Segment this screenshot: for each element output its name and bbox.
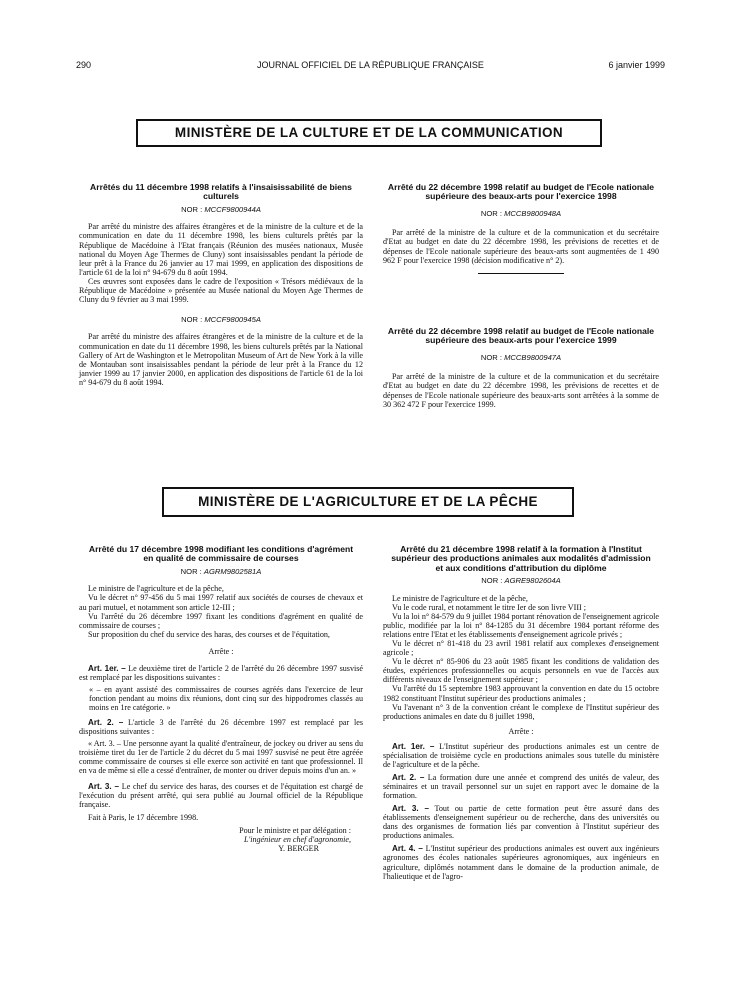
paragraph: Le ministre de l'agriculture et de la pêche, [88, 584, 224, 594]
signature-name: Y. BERGER [278, 843, 319, 853]
separator-rule [478, 273, 564, 274]
nor-reference: NOR : AGRM9802581A [180, 566, 262, 576]
paragraph: Le ministre de l'agriculture et de la pêche, [392, 593, 528, 603]
article: Art. 1er. – Le deuxième tiret de l'article 2 de l'arrêté du 26 décembre 1997 susvisé est remplacé par les dispositions suivantes : [79, 663, 363, 682]
paragraph: Par arrêté de la ministre de la culture et de la communication et du secrétaire d'Etat au budget en date du 22 décembre 1998, les prévisions de recettes et de dépenses de l'Ecole nationale supérieure des beaux-arts sont augmentées de 1 490 962 F pour l'exercice 1998 (décision modificative n° 2). [383, 228, 659, 265]
nor-reference: NOR : MCCF9800944A [181, 204, 261, 214]
article: Art. 2. – L'article 3 de l'arrêté du 26 décembre 1997 est remplacé par les dispositions suivantes : [79, 718, 363, 737]
ministry-heading-culture: MINISTÈRE DE LA CULTURE ET DE LA COMMUNICATION [136, 119, 602, 147]
nor-reference: NOR : MCCB9800948A [480, 208, 562, 218]
nor-reference: NOR : AGRE9802604A [481, 576, 561, 586]
article: Art. 3. – Tout ou partie de cette formation peut être assuré dans des établissements d'enseignement supérieur ou de recherche, dans des universités ou dans des organismes de formation liés par convention à l'Institut supérieur des productions animales. [383, 804, 659, 841]
done-at: Fait à Paris, le 17 décembre 1998. [88, 812, 199, 822]
decree-title: Arrêté du 22 décembre 1998 relatif au budget de l'Ecole nationale supérieure des beaux-arts pour l'exercice 1998 [387, 182, 655, 202]
decree-title: Arrêté du 21 décembre 1998 relatif à la formation à l'Institut supérieur des productions animales aux modalités d'admission et aux conditions d'attribution du diplôme [391, 544, 651, 573]
article: Art. 2. – La formation dure une année et comprend des unités de valeur, des séminaires et un travail personnel sur un sujet en rapport avec le domaine de la formation. [383, 772, 660, 801]
paragraph: Par arrêté de la ministre de la culture et de la communication et du secrétaire d'Etat au budget en date du 22 décembre 1998, les prévisions de recettes et de dépenses de l'Ecole nationale supérieure des beaux-arts sont arrêtées à la somme de 30 362 472 F pour l'exercice 1999. [383, 372, 659, 409]
ministry-heading-agriculture: MINISTÈRE DE L'AGRICULTURE ET DE LA PÊCHE [162, 487, 574, 517]
article: Art. 1er. – L'Institut supérieur des productions animales est un centre de spécialisation de troisième cycle en productions animales sous tutelle du ministère de l'agriculture et de la pêche. [383, 741, 659, 769]
decree-title: Arrêté du 22 décembre 1998 relatif au budget de l'Ecole nationale supérieure des beaux-arts pour l'exercice 1999 [387, 326, 655, 346]
signature-line: Pour le ministre et par délégation : [239, 825, 351, 835]
paragraph: Vu le décret n° 97-456 du 5 mai 1997 relatif aux sociétés de courses de chevaux et au pari mutuel, et notamment son article 12-III ; [79, 593, 363, 612]
paragraph: Sur proposition du chef du service des haras, des courses et de l'équitation, [88, 629, 330, 639]
nor-reference: NOR : MCCF9800945A [181, 314, 261, 324]
signature-title: L'ingénieur en chef d'agronomie, [243, 834, 351, 844]
page-number: 290 [76, 60, 92, 70]
paragraph: Par arrêté du ministre des affaires étrangères et de la ministre de la culture et de la communication en date du 11 décembre 1998, les biens culturels prêtés par la National Gallery of Art de Washington et le Metropolitan Museum of Art de New York à la ville de Montauban sont insaisissables pendant la période de leur prêt à la France du 12 janvier 1999 au 17 janvier 2000, en application des dispositions de l'article 61 de la loi n° 94-679 du 8 août 1994. [79, 332, 363, 387]
article-quote: « Art. 3. – Une personne ayant la qualité d'entraîneur, de jockey ou driver au sens du troisième tiret du 1er de l'article 2 du décret du 5 mai 1997 susvisé ne peut être agréée comme commissaire de courses si elle exerce son activité en tant que professionnel. Il en va de même si elle a cessé d'entraîner, de monter ou driver depuis moins d'un an. » [79, 739, 363, 776]
decree-race-commissioners [79, 545, 363, 853]
decree-title: Arrêtés du 11 décembre 1998 relatifs à l'insaisissabilité de biens culturels [90, 182, 352, 202]
decree-cultural-goods [79, 183, 363, 387]
paragraph: Vu l'arrêté du 26 décembre 1997 fixant les conditions d'agrément en qualité de commissaire de courses ; [79, 611, 363, 630]
arrete-heading: Arrête : [508, 726, 534, 736]
issue-date: 6 janvier 1999 [608, 60, 665, 70]
nor-reference: NOR : MCCB9800947A [480, 352, 562, 362]
paragraph: Vu le code rural, et notamment le titre Ier de son livre VIII ; [392, 602, 586, 612]
journal-title: JOURNAL OFFICIEL DE LA RÉPUBLIQUE FRANÇAISE [257, 60, 484, 70]
paragraph: Vu la loi n° 84-579 du 9 juillet 1984 portant rénovation de l'enseignement agricole public, modifiée par la loi n° 84-1285 du 31 décembre 1984 portant réforme des relations entre l'Etat et les établissements d'enseignement agricole privés ; [383, 611, 659, 640]
paragraph: Vu l'avenant n° 3 de la convention créant le complexe de l'Institut supérieur des productions animales en date du 8 juillet 1998, [383, 702, 659, 721]
decree-budget-1999 [383, 327, 659, 409]
decree-budget-1998 [383, 183, 659, 284]
paragraph: Vu le décret n° 81-418 du 23 avril 1981 relatif aux complexes d'enseignement agricole ; [383, 639, 659, 658]
article: Art. 4. – L'Institut supérieur des productions animales est ouvert aux ingénieurs agronomes des écoles nationales supérieures agronomiques, aux ingénieurs en agriculture, diplômés notamment dans le domaine de la production animale, de l'halieutique et de l'agro- [383, 844, 659, 881]
article: Art. 3. – Le chef du service des haras, des courses et de l'équitation est chargé de l'exécution du présent arrêté, qui sera publié au Journal officiel de la République française. [79, 781, 363, 809]
decree-title: Arrêté du 17 décembre 1998 modifiant les conditions d'agrément en qualité de commissaire de courses [88, 544, 354, 564]
decree-animal-production-institute [383, 545, 659, 881]
arrete-heading: Arrête : [208, 646, 234, 656]
paragraph: Vu le décret n° 85-906 du 23 août 1985 fixant les conditions de validation des études, expériences professionnelles ou acquis personnels en vue de l'accès aux différents niveaux de l'enseignement supérieur ; [383, 657, 659, 685]
paragraph: Par arrêté du ministre des affaires étrangères et de la ministre de la culture et de la communication en date du 11 décembre 1998, les biens culturels prêtés par la République de Macédoine à l'Etat français (Réunion des musées nationaux, Musée national du Moyen Age Thermes de Cluny) sont insaisissables pendant la période de leur prêt à la France du 26 janvier au 17 mai 1999, en application des dispositions de l'article 61 de la loi n° 94-679 du 8 août 1994. [79, 222, 363, 277]
article-quote: « – en ayant assisté des commissaires de courses agréés dans l'exercice de leur fonction pendant au moins dix réunions, dont cinq sur des hippodromes classés au moins en 1re catégorie. » [89, 684, 363, 713]
paragraph: Ces œuvres sont exposées dans le cadre de l'exposition « Trésors médiévaux de la République de Macédoine » présentée au Musée national du Moyen Age Thermes de Cluny du 9 février au 3 mai 1999. [79, 276, 363, 304]
paragraph: Vu l'arrêté du 15 septembre 1983 approuvant la convention en date du 15 octobre 1982 constituant l'Institut supérieur des productions animales ; [383, 684, 659, 703]
